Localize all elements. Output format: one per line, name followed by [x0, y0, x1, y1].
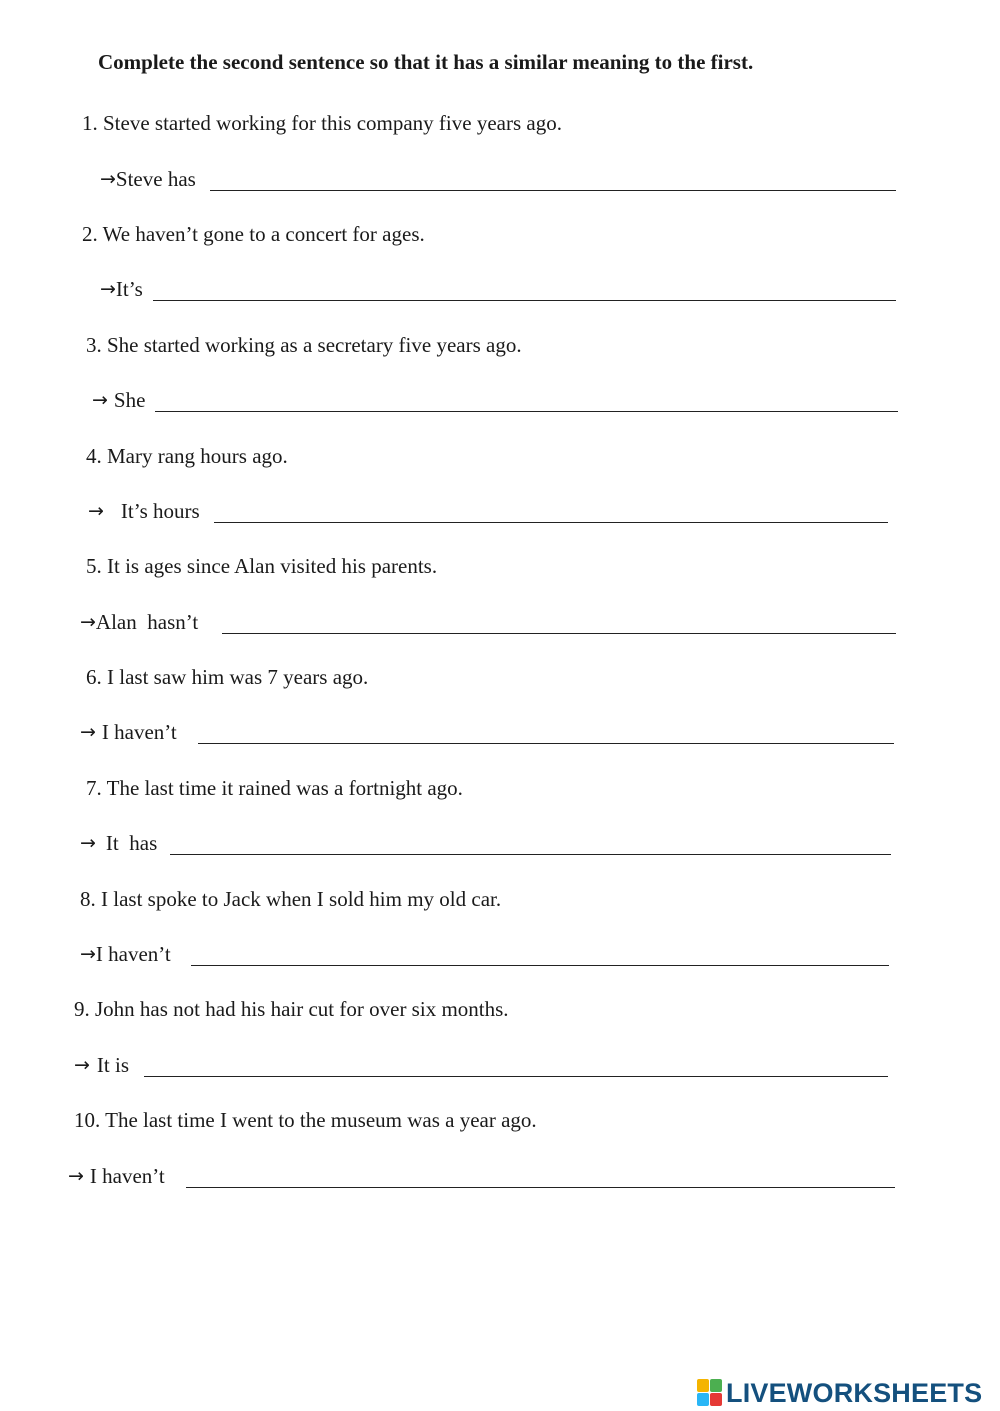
answer-line-1[interactable]: [210, 190, 896, 191]
arrow-icon: →: [92, 389, 108, 411]
arrow-icon: →: [100, 168, 116, 190]
logo-text: LIVEWORKSHEETS: [726, 1377, 983, 1408]
arrow-icon: →: [74, 1054, 90, 1076]
instructions-heading: Complete the second sentence so that it has a similar meaning to the first.: [98, 50, 754, 74]
arrow-icon: →: [88, 500, 104, 522]
answer-line-3[interactable]: [155, 411, 898, 412]
arrow-icon: →: [80, 832, 96, 854]
answer-prompt-3: [92, 386, 145, 414]
question-5: 5. It is ages since Alan visited his parents.: [86, 554, 438, 578]
prompt-text: Alan hasn’t: [95, 610, 199, 634]
answer-line-9[interactable]: [144, 1076, 888, 1077]
arrow-icon: →: [80, 721, 96, 743]
answer-prompt-1: [100, 165, 196, 193]
arrow-icon: →: [100, 278, 116, 300]
answer-line-7[interactable]: [170, 854, 891, 855]
question-2: 2. We haven’t gone to a concert for ages.: [82, 222, 425, 246]
prompt-text: It’s hours: [120, 499, 200, 523]
liveworksheets-logo: [697, 1377, 982, 1409]
answer-line-8[interactable]: [191, 965, 889, 966]
question-7: 7. The last time it rained was a fortnight ago.: [86, 776, 463, 800]
question-8: 8. I last spoke to Jack when I sold him my old car.: [80, 887, 502, 911]
answer-prompt-5: [80, 608, 198, 636]
logo-squares-icon: [697, 1379, 723, 1407]
arrow-icon: →: [80, 943, 96, 965]
answer-prompt-10: [68, 1162, 165, 1190]
arrow-icon: →: [68, 1165, 84, 1187]
question-3: 3. She started working as a secretary five years ago.: [86, 333, 522, 357]
arrow-icon: →: [80, 611, 96, 633]
prompt-text: Steve has: [115, 167, 196, 191]
answer-prompt-2: [100, 275, 143, 303]
question-1: 1. Steve started working for this company five years ago.: [82, 111, 562, 135]
answer-prompt-7: [80, 829, 157, 857]
question-10: 10. The last time I went to the museum was a year ago.: [74, 1108, 537, 1132]
answer-prompt-6: [80, 718, 177, 746]
prompt-text: I haven’t: [89, 1164, 165, 1188]
answer-prompt-4: [88, 497, 200, 525]
prompt-text: I haven’t: [95, 942, 171, 966]
answer-line-4[interactable]: [214, 522, 888, 523]
prompt-text: It has: [105, 831, 158, 855]
question-6: 6. I last saw him was 7 years ago.: [86, 665, 369, 689]
prompt-text: I haven’t: [101, 720, 177, 744]
answer-prompt-8: [80, 940, 171, 968]
prompt-text: It is: [96, 1053, 130, 1077]
prompt-text: She: [113, 388, 146, 412]
question-9: 9. John has not had his hair cut for over six months.: [74, 997, 509, 1021]
answer-line-10[interactable]: [186, 1187, 895, 1188]
question-4: 4. Mary rang hours ago.: [86, 444, 288, 468]
answer-line-2[interactable]: [153, 300, 896, 301]
prompt-text: It’s: [115, 277, 143, 301]
answer-line-6[interactable]: [198, 743, 894, 744]
answer-line-5[interactable]: [222, 633, 896, 634]
answer-prompt-9: [74, 1051, 129, 1079]
